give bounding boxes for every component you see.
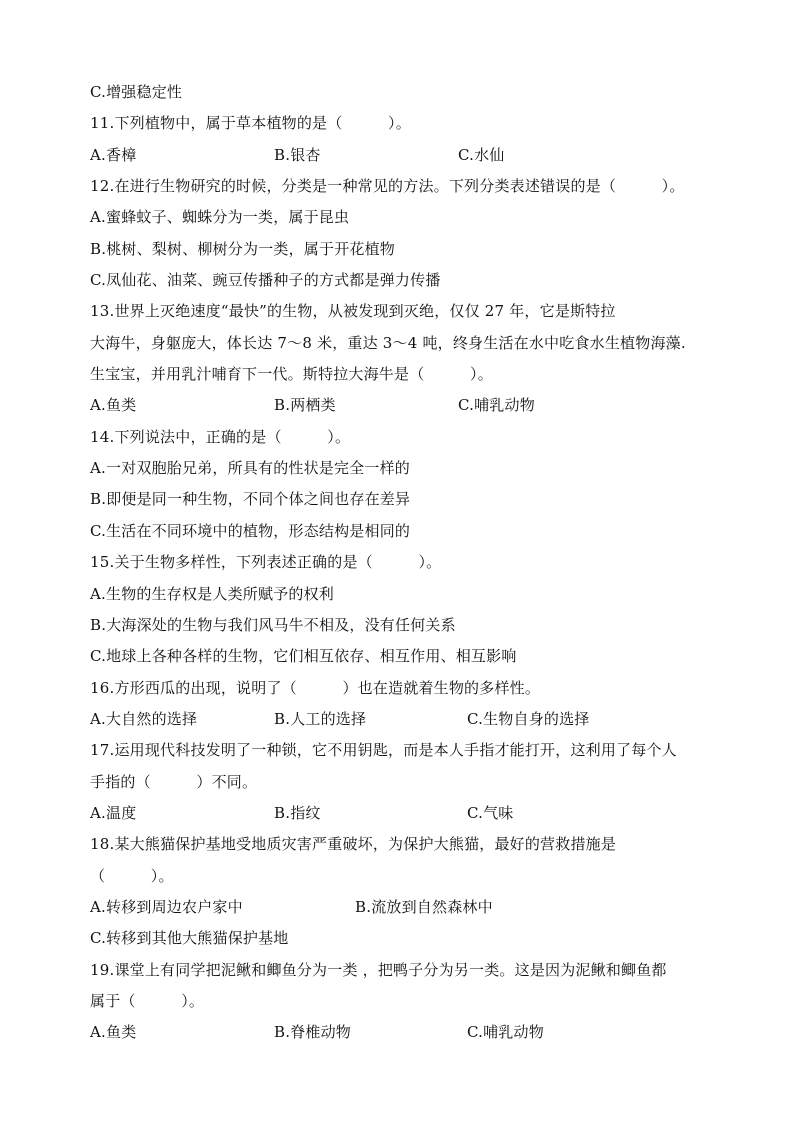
question-11-option-b: B.银杏 bbox=[274, 145, 321, 164]
question-12-option-c: C.凤仙花、油菜、豌豆传播种子的方式都是弹力传播 bbox=[90, 271, 441, 290]
question-13-option-a: A.鱼类 bbox=[90, 396, 137, 415]
question-13-stem-line-1: 13.世界上灭绝速度“最快”的生物，从被发现到灭绝，仅仅 27 年，它是斯特拉 bbox=[90, 302, 616, 321]
question-19-stem-line-1: 19.课堂上有同学把泥鳅和鲫鱼分为一类 ，把鸭子分为另一类。这是因为泥鳅和鲫鱼都 bbox=[90, 960, 667, 979]
question-18-stem-line-1: 18.某大熊猫保护基地受地质灾害严重破坏，为保护大熊猫，最好的营救措施是 bbox=[90, 835, 617, 854]
question-18-stem-line-2: （ ）。 bbox=[90, 866, 174, 885]
question-14-option-a: A.一对双胞胎兄弟，所具有的性状是完全一样的 bbox=[90, 459, 411, 478]
question-18-option-c: C.转移到其他大熊猫保护基地 bbox=[90, 929, 289, 948]
question-17-options bbox=[90, 798, 730, 829]
question-12-stem: 12.在进行生物研究的时候，分类是一种常见的方法。下列分类表述错误的是（ ）。 bbox=[90, 177, 685, 196]
question-11-stem: 11.下列植物中，属于草本植物的是（ ）。 bbox=[90, 114, 411, 133]
question-13-options bbox=[90, 390, 730, 421]
question-13-option-b: B.两栖类 bbox=[274, 396, 336, 415]
question-14-option-c: C.生活在不同环境中的植物，形态结构是相同的 bbox=[90, 521, 411, 540]
question-13-stem-line-3: 生宝宝，并用乳汁哺育下一代。斯特拉大海牛是（ ）。 bbox=[90, 365, 493, 384]
question-15-option-c: C.地球上各种各样的生物，它们相互依存、相互作用、相互影响 bbox=[90, 647, 517, 666]
question-19-stem-line-2: 属于（ ）。 bbox=[90, 991, 205, 1010]
question-17-option-a: A.温度 bbox=[90, 803, 137, 822]
question-19-option-b: B.脊椎动物 bbox=[274, 1023, 351, 1042]
question-17-stem-line-2: 手指的（ ）不同。 bbox=[90, 772, 258, 791]
question-11-option-c: C.水仙 bbox=[458, 145, 505, 164]
question-12-option-a: A.蜜蜂蚊子、蜘蛛分为一类，属于昆虫 bbox=[90, 208, 350, 227]
question-19-option-a: A.鱼类 bbox=[90, 1023, 137, 1042]
question-12-option-b: B.桃树、梨树、柳树分为一类，属于开花植物 bbox=[90, 239, 395, 258]
question-18-option-a: A.转移到周边农户家中 bbox=[90, 897, 243, 916]
exam-page bbox=[90, 77, 730, 1049]
question-16-option-b: B.人工的选择 bbox=[274, 709, 367, 728]
question-11-option-a: A.香樟 bbox=[90, 145, 137, 164]
question-14-option-b: B.即便是同一种生物，不同个体之间也存在差异 bbox=[90, 490, 411, 509]
question-16-options bbox=[90, 704, 730, 735]
question-13-stem-line-2: 大海牛，身躯庞大，体长达 7～8 米，重达 3～4 吨，终身生活在水中吃食水生植物海藻. bbox=[90, 333, 686, 352]
question-13-option-c: C.哺乳动物 bbox=[458, 396, 535, 415]
question-17-option-b: B.指纹 bbox=[274, 803, 321, 822]
question-16-option-a: A.大自然的选择 bbox=[90, 709, 198, 728]
question-15-stem: 15.关于生物多样性，下列表述正确的是（ ）。 bbox=[90, 553, 442, 572]
question-16-option-c: C.生物自身的选择 bbox=[467, 709, 590, 728]
question-11-options bbox=[90, 140, 730, 171]
question-15-option-b: B.大海深处的生物与我们风马牛不相及，没有任何关系 bbox=[90, 615, 456, 634]
question-15-option-a: A.生物的生存权是人类所赋予的权利 bbox=[90, 584, 335, 603]
question-19-options bbox=[90, 1017, 730, 1048]
question-17-stem-line-1: 17.运用现代科技发明了一种锁，它不用钥匙，而是本人手指才能打开，这利用了每个人 bbox=[90, 741, 677, 760]
question-14-stem: 14.下列说法中，正确的是（ ）。 bbox=[90, 427, 351, 446]
question-18-option-b: B.流放到自然森林中 bbox=[355, 897, 493, 916]
question-16-stem: 16.方形西瓜的出现，说明了（ ）也在造就着生物的多样性。 bbox=[90, 678, 541, 697]
question-18-options bbox=[90, 892, 730, 923]
question-17-option-c: C.气味 bbox=[467, 803, 514, 822]
option-c-prev-question: C.增强稳定性 bbox=[90, 83, 183, 101]
question-19-option-c: C.哺乳动物 bbox=[467, 1023, 544, 1042]
